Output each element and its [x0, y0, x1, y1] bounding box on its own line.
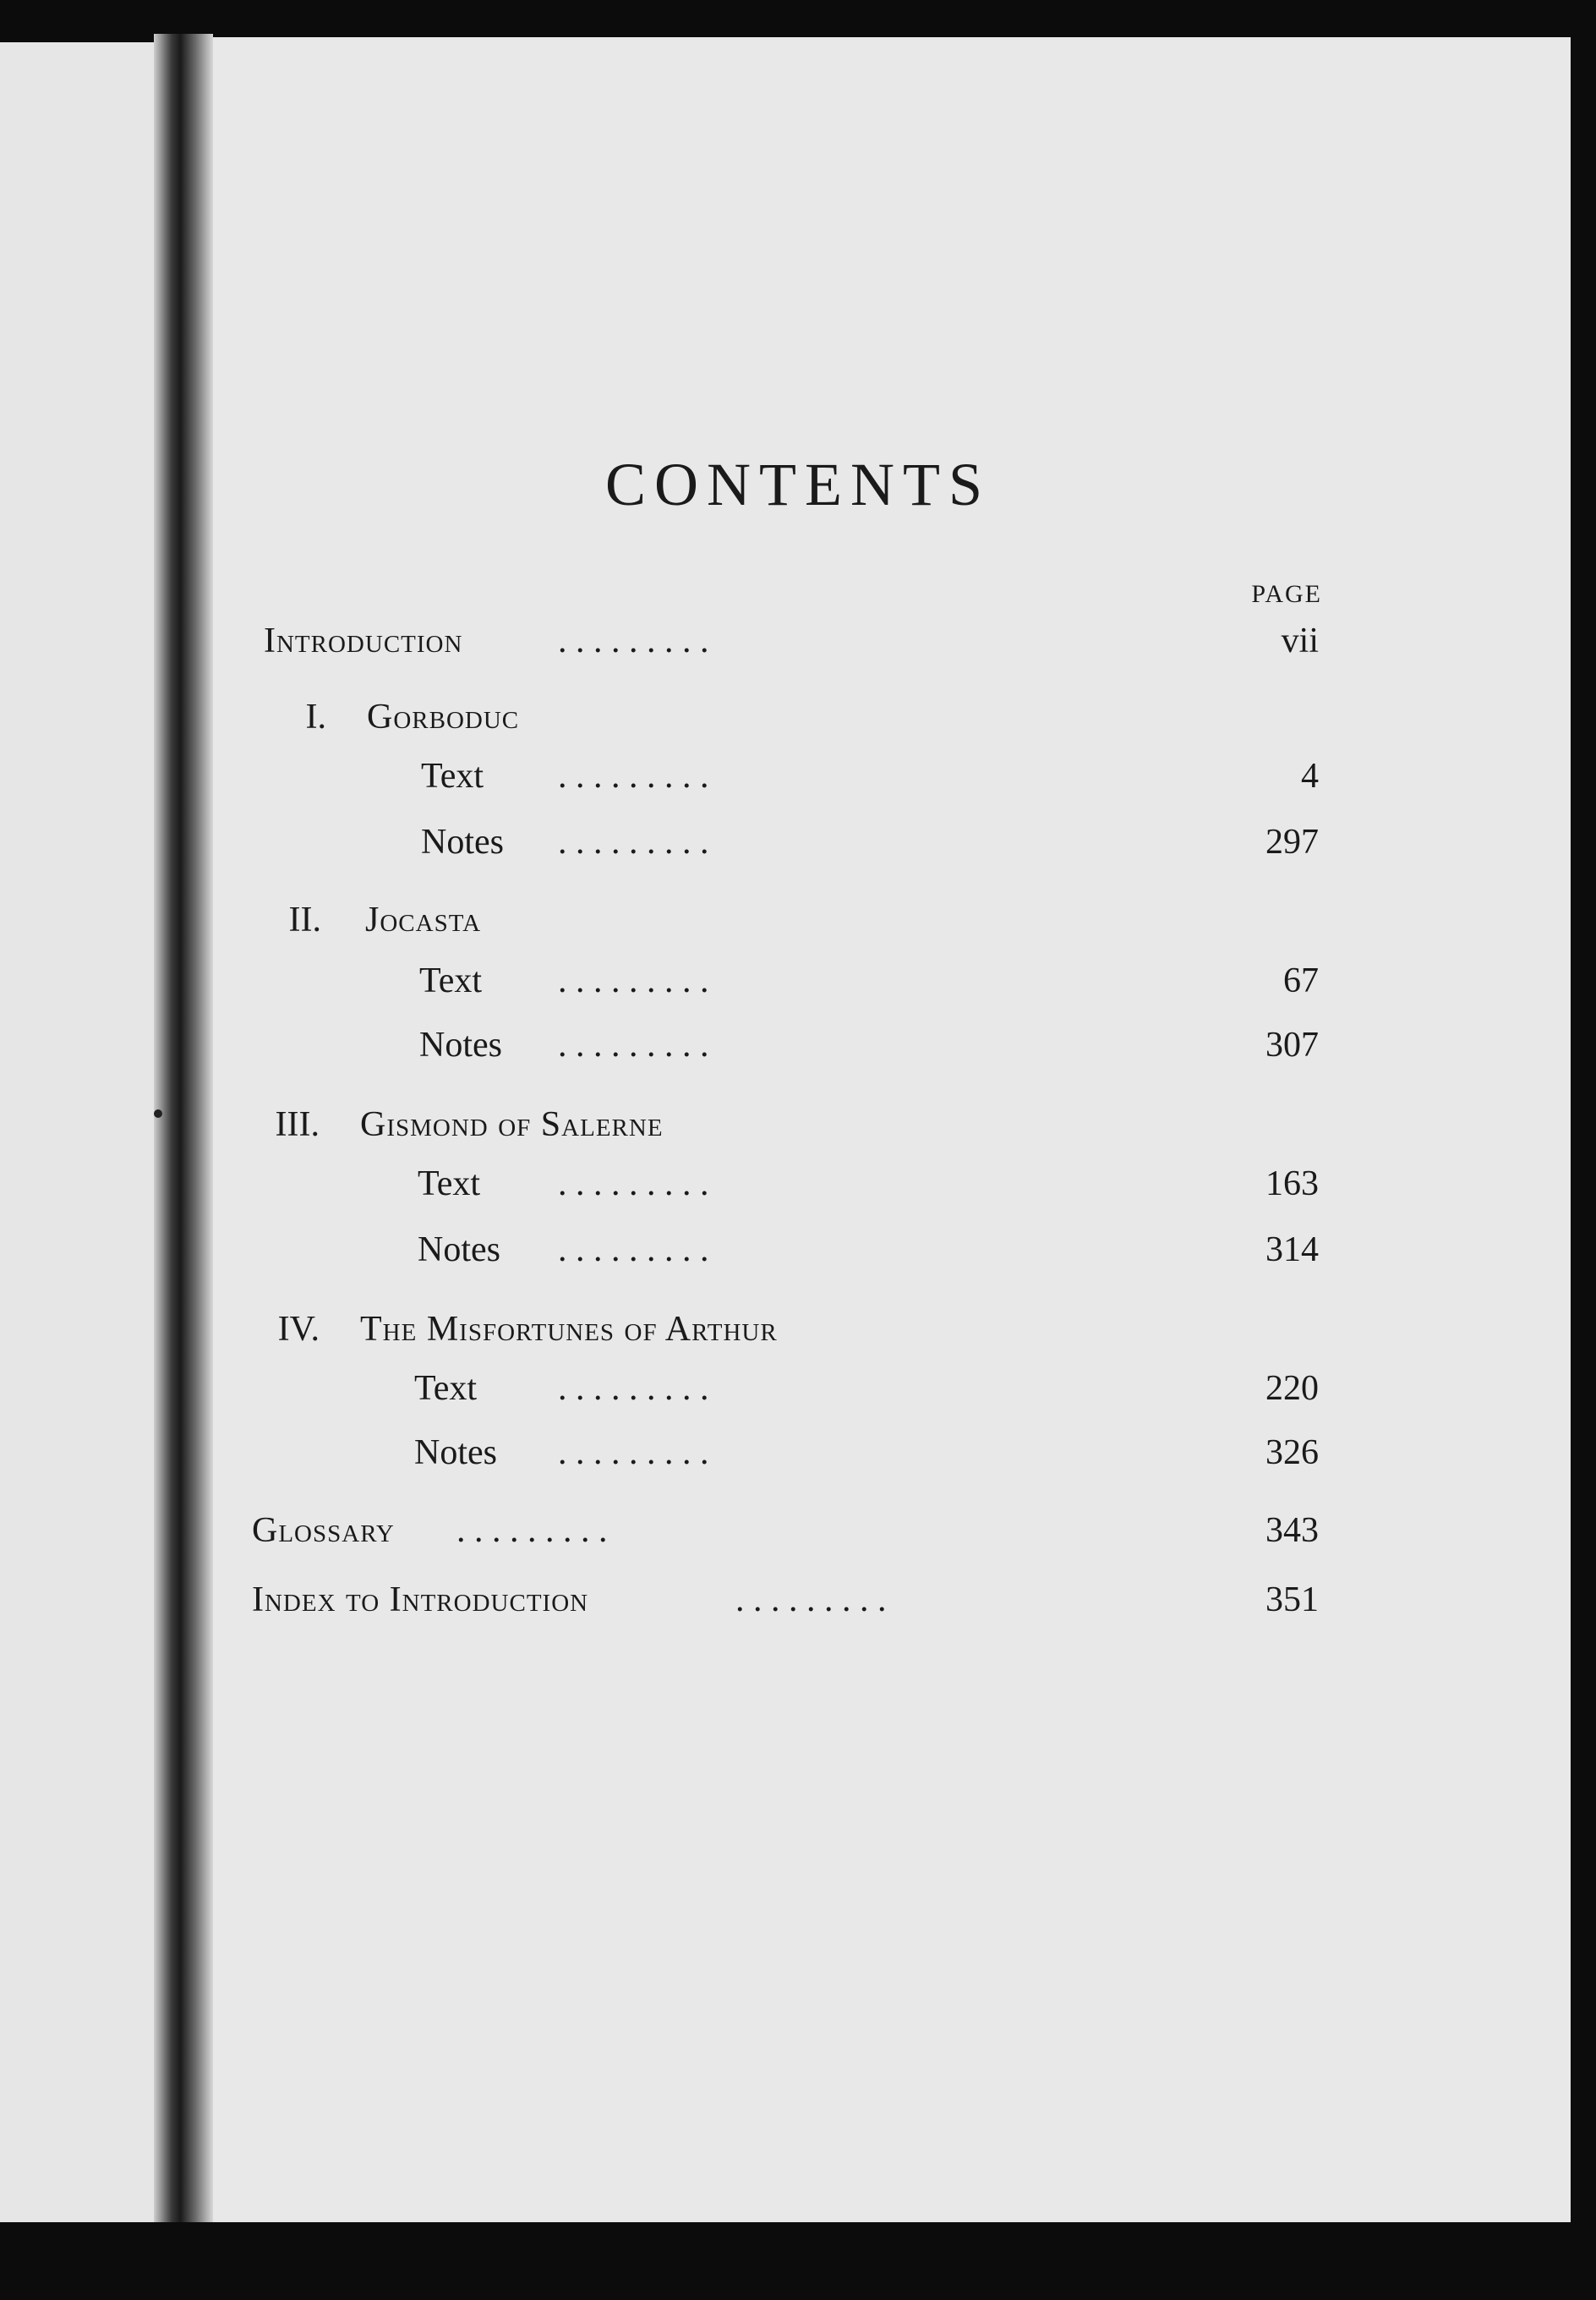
toc-page-number: 351 [1265, 1580, 1319, 1619]
toc-entry [0, 1505, 1596, 1556]
toc-label: Index to Introduction [252, 1580, 589, 1619]
dot-leader: . . . . . . . . . [558, 1230, 709, 1269]
toc-page-number: 163 [1265, 1164, 1319, 1203]
toc-label: Text [421, 757, 484, 796]
scan-border [0, 2222, 1596, 2300]
toc-section [0, 1304, 1596, 1355]
toc-page-number: 220 [1265, 1369, 1319, 1408]
toc-numeral: I. [305, 698, 326, 737]
toc-section [0, 895, 1596, 945]
toc-entry [0, 956, 1596, 1006]
toc-entry [0, 1363, 1596, 1414]
toc-numeral: II. [288, 901, 321, 939]
dot-leader: . . . . . . . . . [456, 1511, 608, 1550]
toc-entry [0, 1427, 1596, 1478]
toc-label: Notes [414, 1433, 497, 1472]
toc-label: Text [419, 961, 483, 1000]
toc-entry [0, 1158, 1596, 1209]
toc-page-number: 343 [1265, 1511, 1319, 1550]
toc-section [0, 1099, 1596, 1150]
dot-leader: . . . . . . . . . [558, 1433, 709, 1472]
toc-label: Introduction [264, 622, 463, 660]
toc-label: Text [418, 1164, 481, 1203]
toc-page-number: 314 [1265, 1230, 1319, 1269]
toc-entry [0, 1574, 1596, 1625]
toc-entry [0, 1020, 1596, 1071]
toc-entry [0, 1224, 1596, 1275]
dot-leader: . . . . . . . . . [735, 1580, 887, 1619]
toc-page-number: 326 [1265, 1433, 1319, 1472]
dot-leader: . . . . . . . . . [558, 1026, 709, 1065]
toc-label: Gorboduc [367, 698, 520, 737]
toc-label: Jocasta [365, 901, 482, 939]
toc-entry [0, 751, 1596, 802]
toc-page-number: vii [1281, 622, 1319, 660]
toc-label: Text [414, 1369, 478, 1408]
toc-label: Gismond of Salerne [360, 1105, 664, 1144]
toc-page-number: 307 [1265, 1026, 1319, 1065]
toc-label: Glossary [252, 1511, 395, 1550]
toc-entry [0, 616, 1596, 666]
dot-leader: . . . . . . . . . [558, 1164, 709, 1203]
toc-label: Notes [421, 823, 504, 862]
toc-page-number: 4 [1301, 757, 1319, 796]
toc-section [0, 692, 1596, 742]
toc-numeral: III. [275, 1105, 320, 1144]
toc-label: Notes [419, 1026, 502, 1065]
dot-leader: . . . . . . . . . [558, 823, 709, 862]
toc-label: Notes [418, 1230, 500, 1269]
toc-page-number: 297 [1265, 823, 1319, 862]
toc-page-number: 67 [1283, 961, 1319, 1000]
toc-entry [0, 817, 1596, 868]
dot-leader: . . . . . . . . . [558, 1369, 709, 1408]
toc-label: The Misfortunes of Arthur [360, 1310, 778, 1349]
dot-leader: . . . . . . . . . [558, 961, 709, 1000]
dot-leader: . . . . . . . . . [558, 622, 709, 660]
dot-leader: . . . . . . . . . [558, 757, 709, 796]
page-title: CONTENTS [605, 451, 991, 518]
page-column-header: PAGE [1251, 580, 1322, 608]
toc-numeral: IV. [277, 1310, 320, 1349]
